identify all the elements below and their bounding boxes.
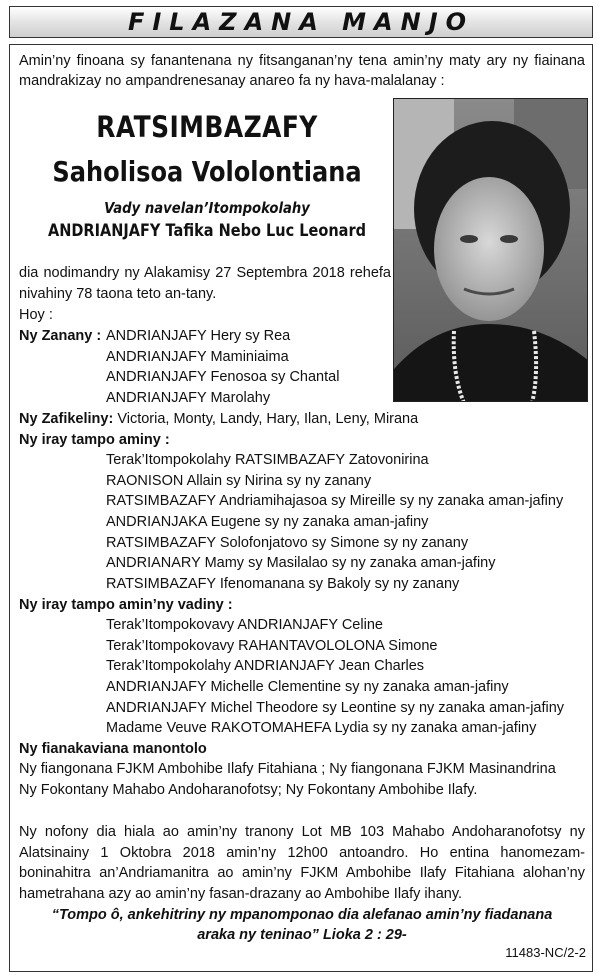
portrait-photo — [393, 98, 588, 402]
intro-paragraph: Amin’ny finoana sy fanantenana ny fitsanganan’ny tena amin’ny maty ary ny fiainana mandrakizay no ampandrenesanay anareo fa ny hava-malalanay : — [19, 53, 585, 89]
fianakaviana-line: Ny Fokontany Mahabo Andoharanofotsy; Ny Fokontany Ambohibe Ilafy. — [19, 782, 478, 798]
list-item: Terak’Itompokolahy ANDRIANJAFY Jean Charles — [106, 658, 425, 674]
list-item: Terak’Itompokovavy ANDRIANJAFY Celine — [106, 617, 383, 633]
list-item: Madame Veuve RAKOTOMAHEFA Lydia sy ny zanaka aman-jafiny — [106, 720, 537, 736]
death-notice: dia nodimandry ny Alakamisy 27 Septembra 2018 rehefa nivahiny 78 taona teto an-tany. — [19, 265, 391, 302]
zafikeliny-label: Ny Zafikeliny: — [19, 411, 114, 427]
list-item: ANDRIANJAFY Maminiaima — [106, 349, 289, 365]
list-item: ANDRIANJAFY Michelle Clementine sy ny zanaka aman-jafiny — [106, 679, 509, 695]
portrait-image — [394, 99, 588, 402]
iray-tampo-label: Ny iray tampo aminy : — [19, 432, 170, 448]
reference-code: 11483-NC/2-2 — [505, 945, 586, 960]
list-item: ANDRIANARY Mamy sy Masilalao sy ny zanaka aman-jafiny — [106, 555, 496, 571]
deceased-given-names: Saholisoa Vololontiana — [52, 155, 362, 188]
hoy-label: Hoy : — [19, 307, 53, 323]
spouse-name: ANDRIANJAFY Tafika Nebo Luc Leonard — [47, 221, 367, 240]
zafikeliny-value: Victoria, Monty, Landy, Hary, Ilan, Leny, Mirana — [117, 411, 419, 427]
spouse-label: Vady navelan’Itompokolahy — [104, 199, 310, 217]
list-item: Terak’Itompokolahy RATSIMBAZAFY Zatovonirina — [106, 452, 429, 468]
deceased-surname: RATSIMBAZAFY — [96, 110, 318, 144]
list-item: ANDRIANJAFY Hery sy Rea — [106, 328, 291, 344]
zafikeliny-line — [19, 409, 418, 430]
notice-header — [9, 6, 593, 38]
iray-tampo-vady-label: Ny iray tampo amin’ny vadiny : — [19, 597, 233, 613]
list-item: ANDRIANJAFY Fenosoa sy Chantal — [106, 369, 340, 385]
list-item: RATSIMBAZAFY Ifenomanana sy Bakoly sy ny zanany — [106, 576, 460, 592]
funeral-paragraph: Ny nofony dia hiala ao amin’ny tranony Lot MB 103 Mahabo Andoharanofotsy ny Alatsinainy 1 Oktobra 2018 amin’ny 12h00 antoandro. Ho entina hanomezam-boninahitra an’Andriamanitra ao amin’ny FJKM Ambohibe Ilafy Fitahiana alohan’ny hametrahana azy ao amin’ny fasan-drazany ao Ambohibe Ilafy ihany. — [19, 824, 585, 902]
quote-line-2: araka ny teninao” Lioka 2 : 29- — [197, 927, 407, 943]
list-item: ANDRIANJAKA Eugene sy ny zanaka aman-jafiny — [106, 514, 429, 530]
fianakaviana-line: Ny fiangonana FJKM Ambohibe Ilafy Fitahiana ; Ny fiangonana FJKM Masinandrina — [19, 761, 556, 777]
list-item: RATSIMBAZAFY Solofonjatovo sy Simone sy ny zanany — [106, 535, 469, 551]
list-item: RAONISON Allain sy Nirina sy ny zanany — [106, 473, 372, 489]
list-item: ANDRIANJAFY Michel Theodore sy Leontine sy ny zanaka aman-jafiny — [106, 700, 565, 716]
zanany-label: Ny Zanany : — [19, 328, 102, 344]
list-item: Terak’Itompokovavy RAHANTAVOLOLONA Simone — [106, 638, 438, 654]
fianakaviana-label: Ny fianakaviana manontolo — [19, 741, 207, 757]
list-item: RATSIMBAZAFY Andriamihajasoa sy Mireille sy ny zanaka aman-jafiny — [106, 493, 564, 509]
header-title: FILAZANA MANJO — [127, 8, 475, 36]
list-item: ANDRIANJAFY Marolahy — [106, 390, 271, 406]
quote-line-1: “Tompo ô, ankehitriny ny mpanomponao dia alefanao amin’ny fiadanana — [51, 907, 553, 923]
